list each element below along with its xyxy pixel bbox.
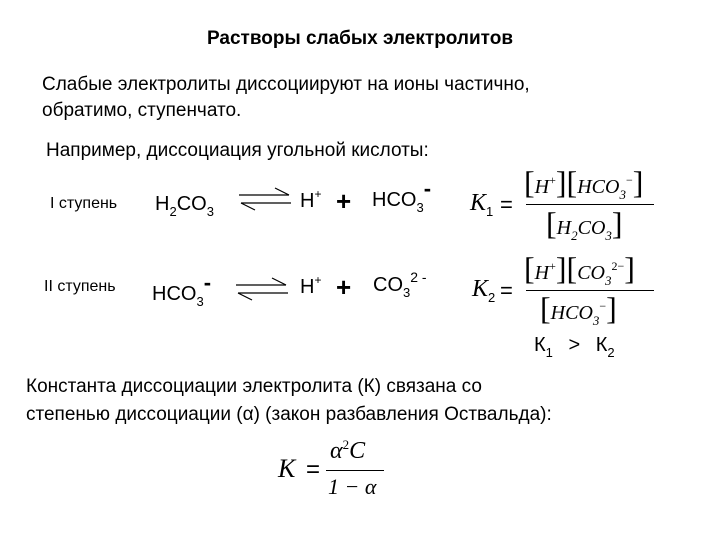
intro-line-1: Слабые электролиты диссоциируют на ионы частично, [42,74,530,95]
ostwald-fraction-line [326,470,384,471]
k2-denominator: $[HCO_3^-]$ [540,290,617,328]
ostwald-lhs: K [278,454,296,483]
intro-line-2: обратимо, ступенчато. [42,100,242,121]
note-line-1: Константа диссоциации электролита (К) связана со [26,376,482,397]
k2-equals: = [500,278,513,303]
note-line-2: степенью диссоциации (α) (закон разбавления Оствальда): [26,404,552,425]
stage2-proton: H+ [300,273,322,298]
equilibrium-arrows-icon [235,186,295,212]
k1-denominator: $[H_2CO_3]$ [546,205,623,243]
stage2-reactant: $HCO_3-$ [152,270,212,309]
ostwald-equals: = [306,456,321,483]
k-comparison: $К_1 > К_2$ [534,334,615,360]
stage1-reactant: $H_2CO_3$ [155,193,214,219]
stage1-plus: + [336,186,352,216]
stage2-ion: $CO_3^{2 -}$ [373,269,427,300]
ostwald-numerator: $\alpha^2C$ [330,437,366,464]
equilibrium-arrows-icon [232,276,292,302]
stage2-label: II ступень [44,278,116,295]
page-title: Растворы слабых электролитов [206,28,514,49]
k2-numerator: $[H^+][CO_3^{2-}]$ [524,250,635,288]
stage1-label: I ступень [50,195,118,212]
k1-symbol: $K_1$ [470,190,494,219]
k1-numerator: $[H^+][HCO_3^-]$ [524,164,644,202]
k1-equals: = [500,192,513,217]
ostwald-denominator: 1 − α [328,474,377,499]
stage1-ion: $HCO_3-$ [372,176,432,215]
k2-symbol: $K_2$ [472,276,496,305]
stage1-proton: H+ [300,187,322,212]
stage2-plus: + [336,272,352,302]
example-line: Например, диссоциация угольной кислоты: [46,140,429,161]
